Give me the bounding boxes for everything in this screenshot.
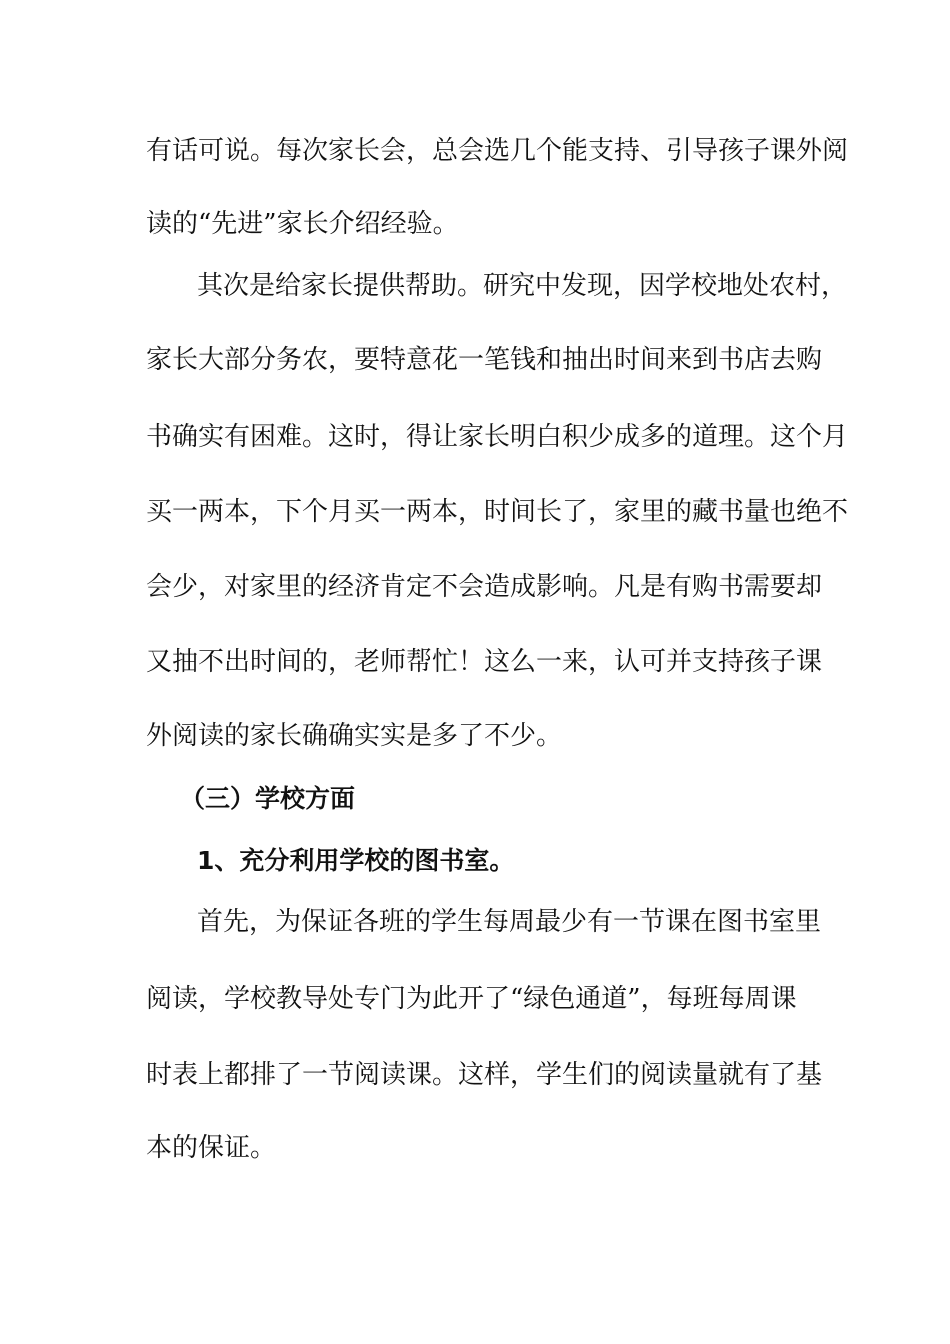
paragraph-line: 书确实有困难。这时，得让家长明白积少成多的道理。这个月: [146, 422, 849, 452]
paragraph-line: 有话可说。每次家长会，总会选几个能支持、引导孩子课外阅: [146, 136, 849, 166]
subsection-heading: 1、充分利用学校的图书室。: [197, 846, 515, 875]
paragraph-line: 家长大部分务农，要特意花一笔钱和抽出时间来到书店去购: [146, 345, 823, 375]
paragraph-line: 其次是给家长提供帮助。研究中发现，因学校地处农村，: [197, 271, 848, 301]
paragraph-line: 会少，对家里的经济肯定不会造成影响。凡是有购书需要却: [146, 572, 823, 602]
paragraph-line: 本的保证。: [146, 1133, 277, 1163]
paragraph-line: 首先，为保证各班的学生每周最少有一节课在图书室里: [197, 907, 822, 937]
paragraph-line: 时表上都排了一节阅读课。这样，学生们的阅读量就有了基: [146, 1060, 823, 1090]
section-heading: （三）学校方面: [180, 784, 356, 813]
paragraph-line: 读的“先进”家长介绍经验。: [146, 209, 459, 239]
paragraph-line: 买一两本，下个月买一两本，时间长了，家里的藏书量也绝不: [146, 497, 849, 527]
paragraph-line: 外阅读的家长确确实实是多了不少。: [146, 721, 563, 751]
paragraph-line: 阅读，学校教导处专门为此开了“绿色通道”，每班每周课: [146, 984, 797, 1014]
paragraph-line: 又抽不出时间的，老师帮忙！这么一来，认可并支持孩子课: [146, 647, 823, 677]
